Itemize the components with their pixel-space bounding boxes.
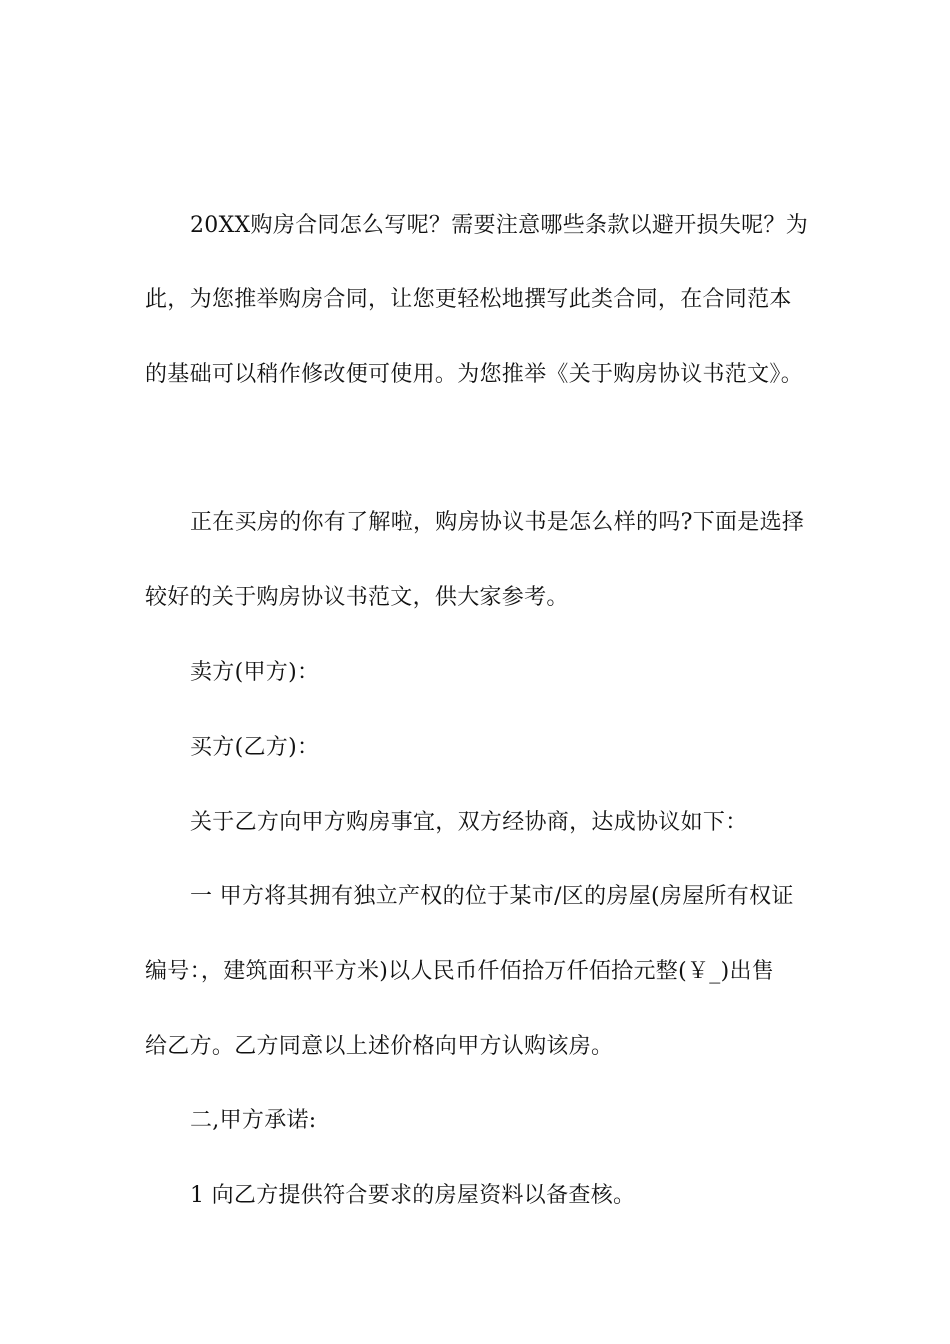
paragraph-1-line-1: 20XX购房合同怎么写呢？需要注意哪些条款以避开损失呢？为 — [190, 213, 809, 238]
seller-label: 卖方(甲方)： — [190, 660, 320, 685]
paragraph-2-line-1: 正在买房的你有了解啦，购房协议书是怎么样的吗?下面是选择 — [190, 510, 805, 535]
agreement-intro: 关于乙方向甲方购房事宜，双方经协商，达成协议如下： — [190, 810, 748, 835]
clause-1-line-2: 编号：，建筑面积平方米)以人民币仟佰拾万仟佰拾元整(￥_)出售 — [145, 959, 775, 984]
clause-2-item-1: 1 向乙方提供符合要求的房屋资料以备查核。 — [190, 1183, 636, 1208]
clause-2-heading: 二,甲方承诺: — [190, 1108, 317, 1133]
paragraph-2-line-2: 较好的关于购房协议书范文，供大家参考。 — [145, 585, 569, 610]
paragraph-1-line-3: 的基础可以稍作修改便可使用。为您推举《关于购房协议书范文》。 — [145, 362, 804, 387]
paragraph-1-line-2: 此，为您推举购房合同，让您更轻松地撰写此类合同，在合同范本 — [145, 287, 792, 312]
clause-1-line-1: 一 甲方将其拥有独立产权的位于某市/区的房屋(房屋所有权证 — [190, 884, 794, 909]
buyer-label: 买方(乙方)： — [190, 735, 320, 760]
clause-1-line-3: 给乙方。乙方同意以上述价格向甲方认购该房。 — [145, 1034, 614, 1059]
